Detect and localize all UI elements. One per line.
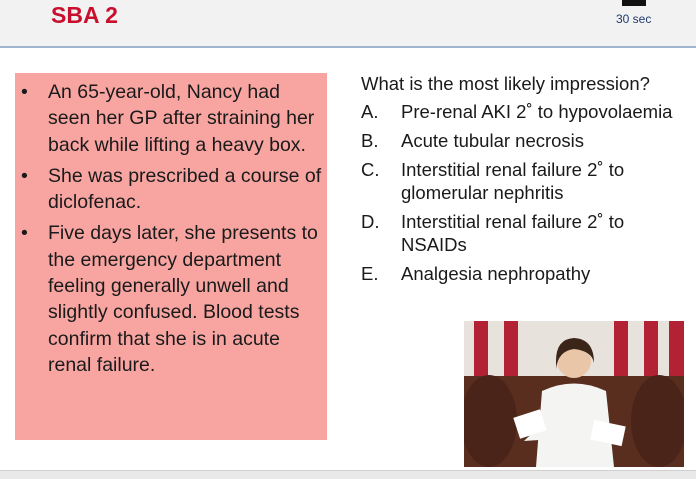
option-e[interactable] (361, 262, 691, 285)
option-letter: A. (361, 101, 379, 122)
slide-title: SBA 2 (51, 2, 118, 28)
option-text: Interstitial renal failure 2˚ to glomerular nephritis (401, 159, 625, 203)
stem-bullet (15, 220, 327, 378)
stem-text: She was prescribed a course of diclofenac. (48, 164, 322, 214)
stem-text: Five days later, she presents to the emergency department feeling generally unwell and slightly confused. Blood tests confirm that she is in acute renal failure. (48, 222, 318, 376)
question-text: What is the most likely impression? (361, 73, 650, 94)
stem-bullet-list (15, 79, 327, 378)
option-text: Interstitial renal failure 2˚ to NSAIDs (401, 211, 625, 255)
option-a[interactable] (361, 100, 691, 123)
option-letter: B. (361, 130, 379, 151)
stem-text: An 65-year-old, Nancy had seen her GP after straining her back while lifting a heavy box. (48, 81, 315, 156)
question-stem-box (15, 73, 327, 440)
slide-header (0, 0, 696, 48)
option-letter: D. (361, 211, 380, 232)
stem-bullet (15, 79, 327, 158)
timer-label: 30 sec (616, 12, 652, 26)
option-letter: C. (361, 159, 380, 180)
stem-bullet (15, 163, 327, 216)
option-text: Analgesia nephropathy (401, 263, 591, 284)
bullet-icon: • (21, 81, 28, 103)
option-d[interactable] (361, 210, 691, 256)
option-b[interactable] (361, 129, 691, 152)
bullet-icon: • (21, 222, 28, 245)
patient-photo (464, 321, 684, 467)
option-text: Pre-renal AKI 2˚ to hypovolaemia (401, 101, 673, 122)
answer-options (361, 100, 691, 291)
option-text: Acute tubular necrosis (401, 130, 585, 151)
clock-icon (622, 0, 646, 6)
bullet-icon: • (21, 164, 28, 187)
option-letter: E. (361, 263, 379, 284)
option-c[interactable] (361, 158, 691, 204)
